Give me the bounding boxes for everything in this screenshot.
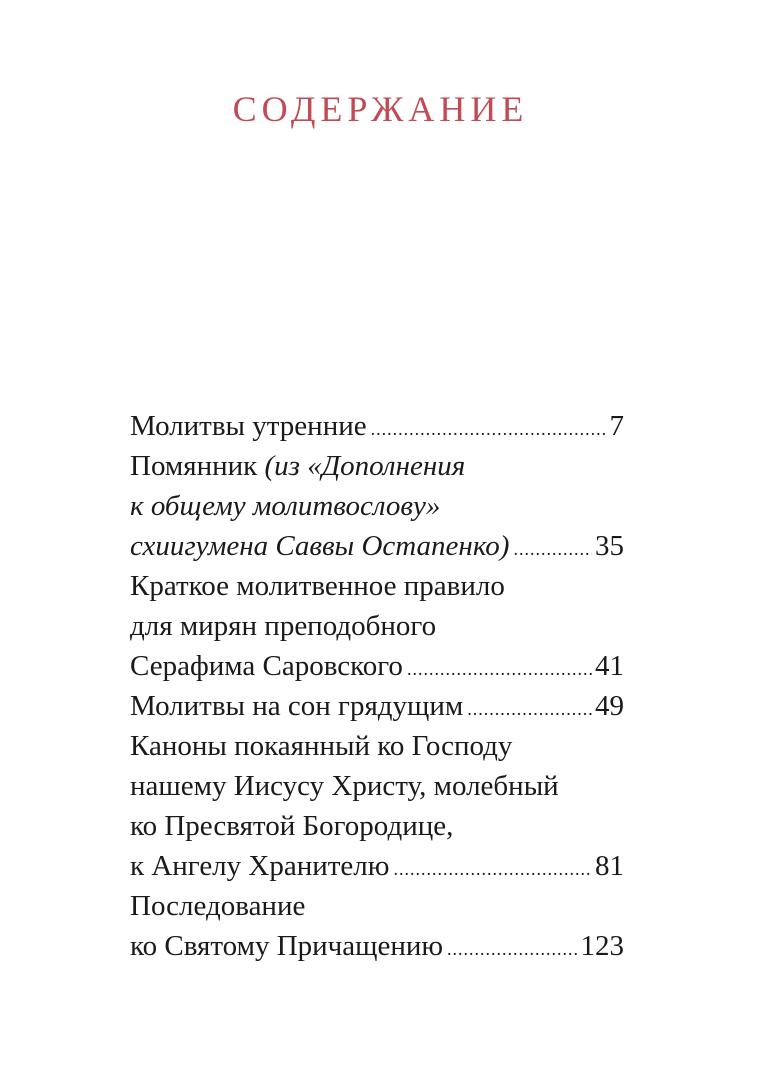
- toc-entry-title: к Ангелу Хранителю: [130, 850, 390, 882]
- toc-page-number: 41: [595, 650, 624, 682]
- toc-page-number: 7: [609, 410, 624, 442]
- dot-leader: [393, 849, 592, 889]
- toc-line: [130, 406, 624, 446]
- toc-entry-pomyannik: [130, 446, 624, 566]
- toc-line: [130, 926, 624, 966]
- toc-entry-title: для мирян преподобного: [130, 610, 437, 642]
- toc-entry-title: Молитвы на сон грядущим: [130, 690, 464, 722]
- toc-line: [130, 846, 624, 886]
- toc-entry-seraphim-rule: [130, 566, 624, 686]
- toc-line: [130, 686, 624, 726]
- dot-leader: [371, 409, 607, 449]
- toc-line: [130, 566, 624, 606]
- toc-line: [130, 766, 624, 806]
- toc-entry-title: Помянник: [130, 450, 265, 482]
- toc-entry-title: нашему Иисусу Христу, молебный: [130, 770, 559, 802]
- toc-entry-title: ко Пресвятой Богородице,: [130, 810, 454, 842]
- toc-entry-title: Последование: [130, 890, 306, 922]
- toc-entry-title: Краткое молитвенное правило: [130, 570, 505, 602]
- toc-line: [130, 526, 624, 566]
- toc-line: [130, 606, 624, 646]
- toc-page-number: 123: [580, 930, 624, 962]
- page-title: СОДЕРЖАНИЕ: [232, 89, 529, 129]
- toc-entry-evening-prayers: [130, 686, 624, 726]
- toc-line: [130, 646, 624, 686]
- toc-entry-note: схиигумена Саввы Остапенко): [130, 530, 510, 562]
- toc-entry-title: ко Святому Причащению: [130, 930, 444, 962]
- toc-line: [130, 806, 624, 846]
- toc-line: [130, 446, 624, 486]
- dot-leader: [447, 929, 577, 969]
- toc-entry-note: к общему молитвослову»: [130, 490, 441, 522]
- toc-line: [130, 726, 624, 766]
- toc-line: [130, 486, 624, 526]
- toc-entry-title: Молитвы утренние: [130, 410, 367, 442]
- toc-entry-title: Серафима Саровского: [130, 650, 403, 682]
- toc-entry-communion: [130, 886, 624, 966]
- toc-entry-morning-prayers: [130, 406, 624, 446]
- toc-entry-note: (из «Дополнения: [264, 450, 466, 482]
- toc-page-number: 49: [595, 690, 624, 722]
- toc-page-number: 35: [595, 530, 624, 562]
- toc-line: [130, 886, 624, 926]
- dot-leader: [467, 689, 592, 729]
- table-of-contents: [130, 406, 624, 966]
- toc-entry-canons: [130, 726, 624, 886]
- dot-leader: [407, 649, 592, 689]
- dot-leader: [513, 529, 592, 569]
- toc-page-number: 81: [595, 850, 624, 882]
- toc-entry-title: Каноны покаянный ко Господу: [130, 730, 513, 762]
